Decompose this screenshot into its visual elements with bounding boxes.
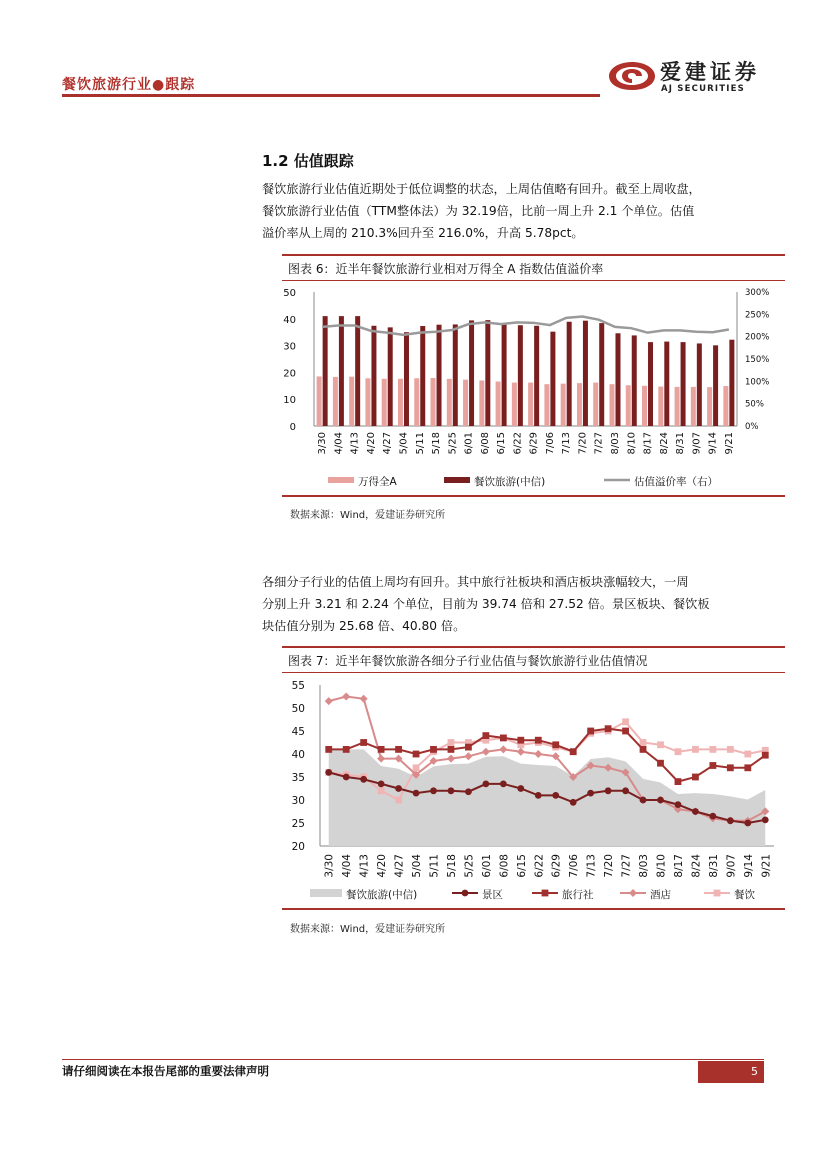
paragraph-2-line: 块估值分别为 25.68 倍、40.80 倍。 bbox=[262, 619, 466, 633]
bar-catering-tourism bbox=[404, 332, 409, 426]
bar-catering-tourism bbox=[664, 342, 669, 426]
data-point bbox=[430, 787, 437, 794]
data-point bbox=[325, 769, 332, 776]
bar-wande-a bbox=[593, 383, 598, 426]
data-point bbox=[762, 752, 769, 759]
y-tick-label: 45 bbox=[291, 726, 305, 738]
data-point bbox=[482, 732, 489, 739]
data-point bbox=[552, 792, 559, 799]
section-title: 1.2 估值跟踪 bbox=[262, 152, 354, 170]
data-point bbox=[657, 760, 664, 767]
data-point bbox=[640, 797, 647, 804]
data-point bbox=[377, 755, 385, 763]
x-tick-label: 5/18 bbox=[445, 854, 458, 878]
bar-catering-tourism bbox=[632, 335, 637, 426]
legend-marker bbox=[714, 890, 721, 897]
x-tick-label: 6/08 bbox=[498, 854, 511, 878]
y-tick-label: 0 bbox=[289, 422, 296, 433]
data-point bbox=[744, 751, 751, 758]
data-point bbox=[622, 787, 629, 794]
data-point bbox=[465, 744, 472, 751]
x-tick-label: 3/30 bbox=[317, 432, 329, 455]
data-point bbox=[343, 774, 350, 781]
data-point bbox=[465, 788, 472, 795]
x-tick-label: 6/15 bbox=[496, 432, 508, 455]
x-tick-label: 6/29 bbox=[528, 432, 540, 455]
data-point bbox=[709, 746, 716, 753]
data-point bbox=[378, 787, 385, 794]
x-tick-label: 6/01 bbox=[463, 432, 475, 455]
figure6-chart bbox=[282, 280, 785, 495]
bar-catering-tourism bbox=[339, 316, 344, 426]
data-point bbox=[744, 820, 751, 827]
data-point bbox=[709, 813, 716, 820]
data-point bbox=[709, 762, 716, 769]
x-tick-label: 6/01 bbox=[480, 854, 493, 878]
legend-label: 餐饮旅游(中信) bbox=[346, 889, 418, 901]
data-point bbox=[657, 741, 664, 748]
y-tick-label: 50 bbox=[283, 288, 296, 299]
x-tick-label: 5/04 bbox=[398, 432, 410, 455]
bar-wande-a bbox=[414, 378, 419, 426]
bar-catering-tourism bbox=[681, 342, 686, 426]
x-tick-label: 5/04 bbox=[411, 854, 424, 878]
bar-catering-tourism bbox=[388, 327, 393, 426]
legend-label: 餐饮 bbox=[734, 889, 755, 901]
bar-catering-tourism bbox=[697, 343, 702, 426]
data-point bbox=[325, 697, 333, 705]
x-tick-label: 8/24 bbox=[658, 432, 670, 455]
data-point bbox=[500, 781, 507, 788]
bar-catering-tourism bbox=[713, 345, 718, 426]
x-tick-label: 5/25 bbox=[447, 432, 459, 455]
bar-wande-a bbox=[707, 387, 712, 426]
x-tick-label: 4/27 bbox=[393, 854, 406, 878]
bar-catering-tourism bbox=[485, 320, 490, 426]
footer-divider bbox=[62, 1059, 764, 1060]
x-tick-label: 7/27 bbox=[620, 854, 633, 878]
data-point bbox=[675, 801, 682, 808]
x-tick-label: 7/13 bbox=[561, 432, 573, 455]
figure7-caption: 图表 7：近半年餐饮旅游各细分子行业估值与餐饮旅游行业估值情况 bbox=[288, 654, 648, 668]
legend-label: 旅行社 bbox=[562, 889, 594, 901]
bar-catering-tourism bbox=[567, 322, 572, 426]
x-tick-label: 8/24 bbox=[690, 854, 703, 878]
bar-wande-a bbox=[349, 377, 354, 426]
logo-mark-icon bbox=[606, 58, 658, 94]
x-tick-label: 8/10 bbox=[655, 854, 668, 878]
data-point bbox=[500, 735, 507, 742]
y2-tick-label: 100% bbox=[745, 377, 770, 388]
data-point bbox=[447, 755, 455, 763]
data-point bbox=[675, 748, 682, 755]
y-tick-label: 50 bbox=[291, 703, 305, 715]
x-tick-label: 4/27 bbox=[382, 432, 394, 455]
header-divider bbox=[62, 94, 600, 97]
data-point bbox=[727, 817, 734, 824]
header-title: 餐饮旅游行业●跟踪 bbox=[62, 77, 196, 93]
data-point bbox=[622, 718, 629, 725]
bar-wande-a bbox=[512, 383, 517, 426]
data-point bbox=[448, 746, 455, 753]
page-number: 5 bbox=[698, 1061, 764, 1083]
legend-label: 酒店 bbox=[650, 889, 671, 901]
figure6-caption-box bbox=[282, 254, 785, 281]
y2-tick-label: 200% bbox=[745, 332, 770, 343]
data-point bbox=[762, 816, 769, 823]
data-point bbox=[587, 790, 594, 797]
x-tick-label: 3/30 bbox=[323, 854, 336, 878]
x-tick-label: 5/18 bbox=[431, 432, 443, 455]
y2-tick-label: 150% bbox=[745, 355, 770, 365]
x-tick-label: 8/03 bbox=[609, 432, 621, 455]
data-point bbox=[360, 739, 367, 746]
data-point bbox=[640, 739, 647, 746]
y-tick-label: 20 bbox=[291, 841, 305, 853]
data-point bbox=[360, 695, 368, 703]
data-point bbox=[413, 751, 420, 758]
bar-wande-a bbox=[691, 387, 696, 426]
figure6-caption: 图表 6：近半年餐饮旅游行业相对万得全 A 指数估值溢价率 bbox=[288, 262, 604, 276]
data-point bbox=[692, 746, 699, 753]
data-point bbox=[464, 752, 472, 760]
legend-marker bbox=[462, 890, 469, 897]
legend-label: 万得全A bbox=[358, 476, 397, 488]
bar-catering-tourism bbox=[583, 321, 588, 426]
data-point bbox=[517, 785, 524, 792]
bar-catering-tourism bbox=[355, 316, 360, 426]
bar-wande-a bbox=[723, 386, 728, 426]
bar-catering-tourism bbox=[371, 326, 376, 426]
data-point bbox=[395, 797, 402, 804]
paragraph-1-line: 餐饮旅游行业估值近期处于低位调整的状态，上周估值略有回升。截至上周收盘， bbox=[262, 182, 701, 196]
legend-swatch-catering-tourism bbox=[444, 477, 470, 483]
x-tick-label: 4/13 bbox=[358, 854, 371, 878]
data-point bbox=[430, 746, 437, 753]
x-tick-label: 9/14 bbox=[707, 432, 719, 455]
x-tick-label: 9/21 bbox=[723, 432, 735, 455]
x-tick-label: 9/07 bbox=[725, 854, 738, 878]
data-point bbox=[535, 792, 542, 799]
x-tick-label: 4/04 bbox=[333, 432, 345, 455]
logo-text-cn: 爱建证券 bbox=[660, 59, 760, 84]
data-point bbox=[517, 748, 525, 756]
x-tick-label: 6/15 bbox=[515, 854, 528, 878]
data-point bbox=[727, 746, 734, 753]
data-point bbox=[570, 748, 577, 755]
figure6-source: 数据来源：Wind，爱建证券研究所 bbox=[290, 510, 446, 521]
data-point bbox=[675, 778, 682, 785]
y-tick-label: 30 bbox=[283, 341, 296, 353]
bar-wande-a bbox=[642, 386, 647, 426]
data-point bbox=[517, 737, 524, 744]
x-tick-label: 6/22 bbox=[512, 432, 524, 455]
bar-catering-tourism bbox=[453, 324, 458, 426]
series-line-premium bbox=[322, 317, 729, 335]
figure7-chart bbox=[282, 672, 785, 908]
bar-catering-tourism bbox=[518, 325, 523, 426]
data-point bbox=[448, 739, 455, 746]
figure7-caption-box bbox=[282, 646, 785, 673]
data-point bbox=[657, 797, 664, 804]
paragraph-2-line: 分别上升 3.21 和 2.24 个单位，目前为 39.74 倍和 27.52 倍。景区板块、餐饮板 bbox=[262, 597, 710, 611]
y-tick-label: 40 bbox=[291, 749, 305, 761]
x-tick-label: 5/25 bbox=[463, 854, 476, 878]
data-point bbox=[744, 764, 751, 771]
bar-wande-a bbox=[528, 383, 533, 426]
x-tick-label: 7/20 bbox=[577, 432, 589, 455]
x-tick-label: 6/08 bbox=[479, 432, 491, 455]
data-point bbox=[552, 741, 559, 748]
x-tick-label: 6/29 bbox=[550, 854, 563, 878]
y2-tick-label: 50% bbox=[745, 399, 764, 410]
bar-wande-a bbox=[561, 384, 566, 426]
data-point bbox=[482, 781, 489, 788]
data-point bbox=[605, 725, 612, 732]
data-point bbox=[692, 808, 699, 815]
bar-wande-a bbox=[317, 376, 322, 426]
bar-wande-a bbox=[658, 387, 663, 426]
y-tick-label: 25 bbox=[291, 818, 305, 830]
bar-wande-a bbox=[626, 385, 631, 426]
x-tick-label: 4/20 bbox=[365, 432, 377, 455]
bar-catering-tourism bbox=[534, 326, 539, 426]
bar-catering-tourism bbox=[437, 325, 442, 426]
data-point bbox=[535, 737, 542, 744]
x-tick-label: 4/13 bbox=[349, 432, 361, 455]
legend-marker bbox=[629, 889, 637, 897]
bar-catering-tourism bbox=[469, 320, 474, 426]
y2-tick-label: 0% bbox=[745, 422, 759, 432]
legend-label: 餐饮旅游(中信) bbox=[474, 476, 546, 488]
data-point bbox=[605, 787, 612, 794]
y-tick-label: 10 bbox=[283, 395, 296, 407]
data-point bbox=[587, 728, 594, 735]
data-point bbox=[692, 774, 699, 781]
figure7-source: 数据来源：Wind，爱建证券研究所 bbox=[290, 924, 446, 935]
bar-catering-tourism bbox=[323, 316, 328, 426]
data-point bbox=[395, 746, 402, 753]
paragraph-1-line: 溢价率从上周的 210.3%回升至 216.0%，升高 5.78pct。 bbox=[262, 226, 584, 240]
data-point bbox=[378, 781, 385, 788]
bar-wande-a bbox=[675, 387, 680, 426]
x-tick-label: 8/03 bbox=[638, 854, 651, 878]
paragraph-2-line: 各细分子行业的估值上周均有回升。其中旅行社板块和酒店板块涨幅较大，一周 bbox=[262, 575, 689, 589]
x-tick-label: 5/11 bbox=[414, 432, 426, 455]
y-tick-label: 35 bbox=[291, 772, 305, 784]
y-tick-label: 40 bbox=[283, 314, 296, 326]
x-tick-label: 9/21 bbox=[760, 854, 773, 878]
data-point bbox=[325, 746, 332, 753]
x-tick-label: 4/20 bbox=[376, 854, 389, 878]
bar-catering-tourism bbox=[599, 323, 604, 426]
bar-wande-a bbox=[333, 377, 338, 426]
figure7-bottom-rule bbox=[282, 908, 785, 910]
bar-wande-a bbox=[447, 379, 452, 426]
data-point bbox=[499, 745, 507, 753]
x-tick-label: 9/14 bbox=[742, 854, 755, 878]
data-point bbox=[622, 728, 629, 735]
legend-label: 景区 bbox=[482, 889, 503, 901]
paragraph-1-line: 餐饮旅游行业估值（TTM整体法）为 32.19倍，比前一周上升 2.1 个单位。估值 bbox=[262, 204, 695, 218]
data-point bbox=[343, 746, 350, 753]
x-tick-label: 4/04 bbox=[341, 854, 354, 878]
x-tick-label: 8/17 bbox=[672, 854, 685, 878]
footer-disclaimer: 请仔细阅读在本报告尾部的重要法律声明 bbox=[62, 1064, 269, 1078]
y-tick-label: 30 bbox=[291, 795, 305, 807]
x-tick-label: 7/13 bbox=[585, 854, 598, 878]
x-tick-label: 7/06 bbox=[544, 432, 556, 455]
bar-wande-a bbox=[577, 383, 582, 426]
bar-wande-a bbox=[398, 379, 403, 426]
x-tick-label: 9/07 bbox=[691, 432, 703, 455]
bar-catering-tourism bbox=[502, 324, 507, 426]
bar-wande-a bbox=[479, 380, 484, 426]
x-tick-label: 5/11 bbox=[428, 854, 441, 878]
bar-catering-tourism bbox=[550, 332, 555, 426]
legend-marker bbox=[542, 890, 549, 897]
data-point bbox=[360, 776, 367, 783]
logo-text-en: AJ SECURITIES bbox=[661, 84, 745, 94]
bar-wande-a bbox=[544, 384, 549, 426]
x-tick-label: 8/10 bbox=[626, 432, 638, 455]
bar-catering-tourism bbox=[420, 326, 425, 426]
data-point bbox=[448, 787, 455, 794]
legend-label: 估值溢价率（右） bbox=[634, 476, 718, 488]
legend-swatch-area bbox=[310, 889, 342, 897]
data-point bbox=[395, 785, 402, 792]
bar-catering-tourism bbox=[615, 333, 620, 426]
x-tick-label: 7/20 bbox=[603, 854, 616, 878]
bar-catering-tourism bbox=[648, 342, 653, 426]
data-point bbox=[727, 764, 734, 771]
y-tick-label: 55 bbox=[291, 680, 305, 692]
data-point bbox=[640, 746, 647, 753]
legend-swatch-wande-a bbox=[328, 477, 354, 483]
y-tick-label: 20 bbox=[283, 368, 296, 380]
paragraph-2 bbox=[262, 571, 782, 637]
x-tick-label: 8/17 bbox=[642, 432, 654, 455]
data-point bbox=[413, 790, 420, 797]
bar-wande-a bbox=[431, 378, 436, 426]
y2-tick-label: 300% bbox=[745, 288, 770, 298]
figure6-bottom-rule bbox=[282, 495, 785, 497]
bar-wande-a bbox=[496, 382, 501, 426]
x-tick-label: 6/22 bbox=[533, 854, 546, 878]
y2-tick-label: 250% bbox=[745, 310, 770, 321]
data-point bbox=[570, 799, 577, 806]
data-point bbox=[534, 750, 542, 758]
bar-wande-a bbox=[463, 380, 468, 426]
data-point bbox=[342, 693, 350, 701]
bar-wande-a bbox=[365, 378, 370, 426]
bar-catering-tourism bbox=[729, 340, 734, 426]
bar-wande-a bbox=[382, 379, 387, 426]
data-point bbox=[413, 764, 420, 771]
bar-wande-a bbox=[609, 384, 614, 426]
x-tick-label: 7/06 bbox=[568, 854, 581, 878]
x-tick-label: 8/31 bbox=[707, 854, 720, 878]
data-point bbox=[378, 746, 385, 753]
paragraph-1 bbox=[262, 178, 782, 244]
x-tick-label: 7/27 bbox=[593, 432, 605, 455]
data-point bbox=[482, 748, 490, 756]
x-tick-label: 8/31 bbox=[675, 432, 687, 455]
